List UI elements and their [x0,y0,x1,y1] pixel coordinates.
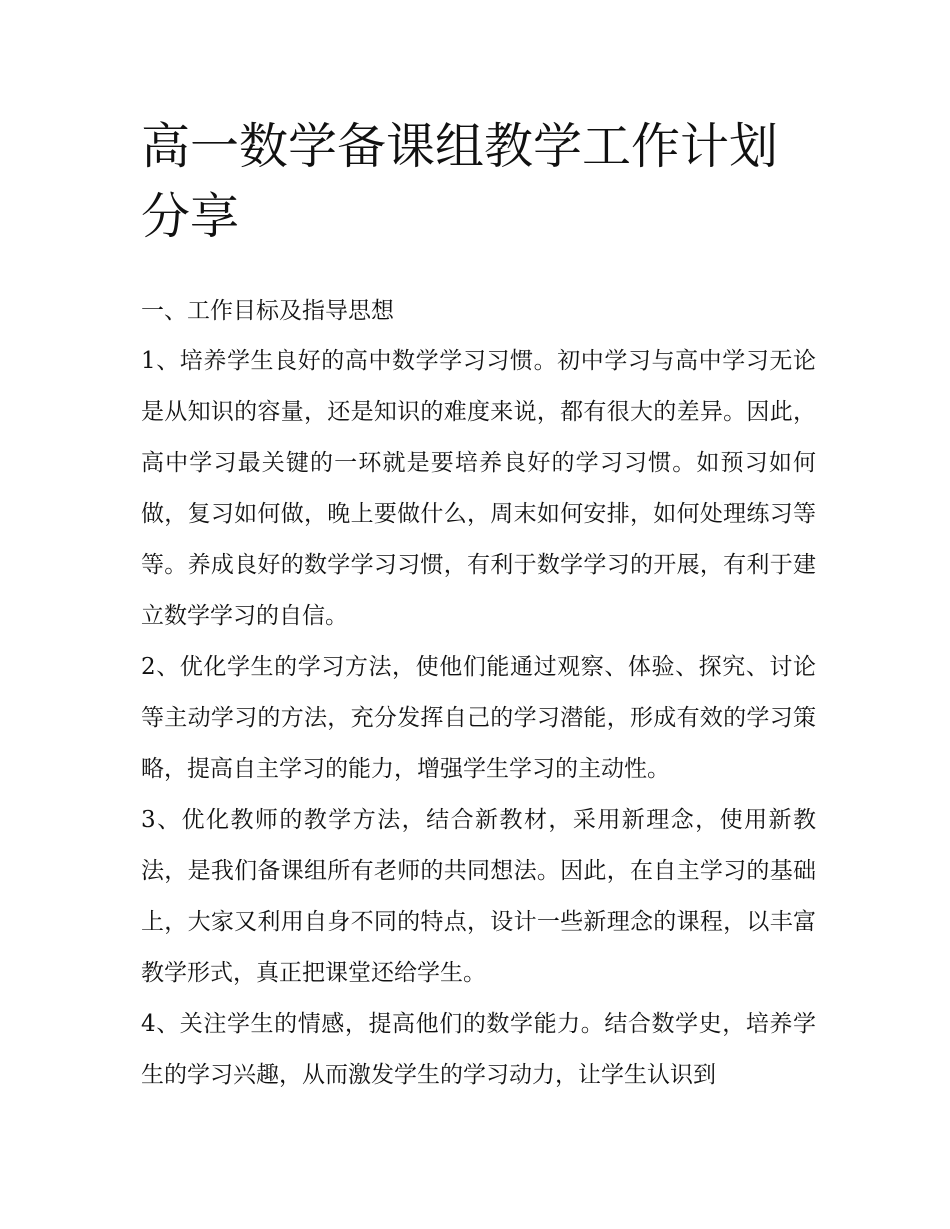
document-content [141,112,816,1101]
paragraph-2: 2、优化学生的学习方法，使他们能通过观察、体验、探究、讨论等主动学习的方法，充分发挥自己的学习潜能，形成有效的学习策略，提高自主学习的能力，增强学生学习的主动性。 [141,654,816,782]
paragraph-4: 4、关注学生的情感，提高他们的数学能力。结合数学史，培养学生的学习兴趣，从而激发学生的学习动力，让学生认识到 [141,1011,816,1088]
paragraph-3: 3、优化教师的教学方法，结合新教材，采用新理念，使用新教法，是我们备课组所有老师的共同想法。因此，在自主学习的基础上，大家又利用自身不同的特点，设计一些新理念的课程，以丰富教学形式，真正把课堂还给学生。 [141,807,816,986]
paragraph-1: 1、培养学生良好的高中数学学习习惯。初中学习与高中学习无论是从知识的容量，还是知识的难度来说，都有很大的差异。因此，高中学习最关键的一环就是要培养良好的学习习惯。如预习如何做，复习如何做，晚上要做什么，周末如何安排，如何处理练习等等。养成良好的数学学习习惯，有利于数学学习的开展，有利于建立数学学习的自信。 [141,348,816,629]
section-heading: 一、工作目标及指导思想 [141,298,394,324]
document-title: 高一数学备课组教学工作计划分享 [141,118,779,245]
